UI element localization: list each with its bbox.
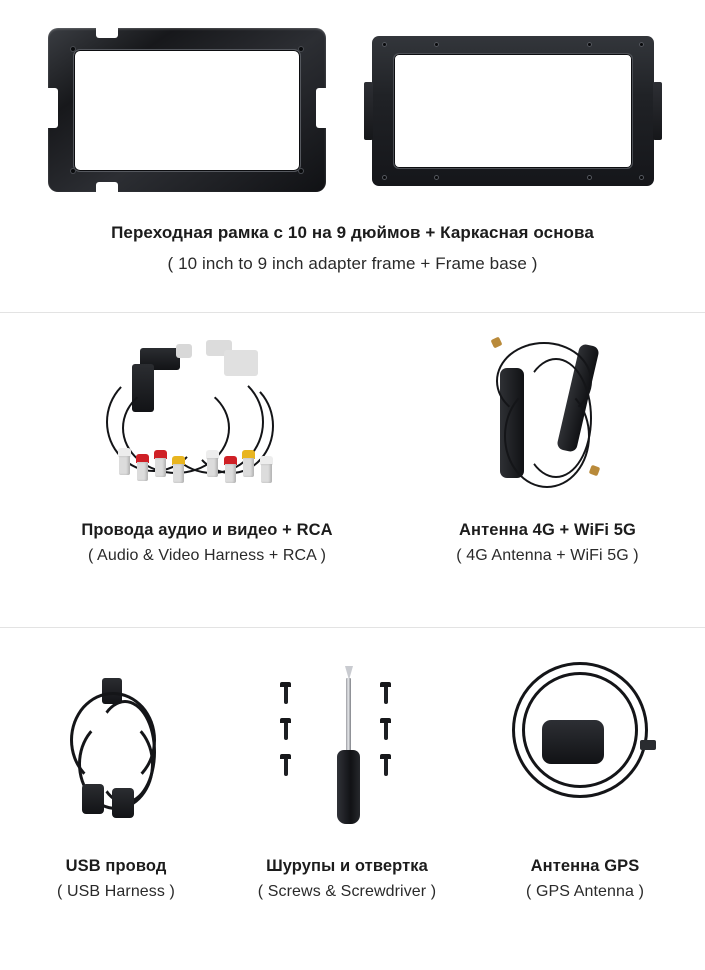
usb-connector-female xyxy=(82,784,104,814)
antenna-connector xyxy=(491,337,503,349)
gps-antenna-label-ru: Антенна GPS xyxy=(530,857,640,875)
frame-base-hole xyxy=(639,42,644,47)
frame-base-hole xyxy=(382,175,387,180)
screwdriver-handle xyxy=(337,750,360,824)
rca-plug-red xyxy=(154,450,167,477)
screwdriver-shaft xyxy=(346,678,351,752)
rca-body xyxy=(225,464,236,483)
frame-icon xyxy=(48,28,326,192)
caption-gps-antenna xyxy=(472,856,698,902)
screwdriver-icon xyxy=(222,644,472,849)
rca-body xyxy=(261,464,272,483)
frame-notch-right xyxy=(316,88,326,128)
adapter-frame-label-en: ( 10 inch to 9 inch adapter frame + Frame base ) xyxy=(167,254,538,274)
frame-screw-hole xyxy=(298,46,304,52)
usb-connector-male xyxy=(112,788,134,818)
frame-notch-left xyxy=(48,88,58,128)
wire-harness-icon xyxy=(10,324,404,514)
item-gps-antenna xyxy=(472,644,698,900)
antenna-connector xyxy=(589,465,601,477)
rca-body xyxy=(119,456,130,475)
harness-connector-white xyxy=(176,344,192,358)
frame-base-tab-right xyxy=(653,82,662,140)
screw-shaft xyxy=(384,759,388,776)
frame-base-hole xyxy=(434,42,439,47)
adapter-frame-label-ru: Переходная рамка с 10 на 9 дюймов + Каркасная основа xyxy=(111,223,594,242)
screw-shaft xyxy=(384,723,388,740)
frame-screw-hole xyxy=(70,168,76,174)
usb-harness-label-ru: USB провод xyxy=(65,857,167,875)
rca-plug-red xyxy=(224,456,237,483)
frame-base-tab-left xyxy=(364,82,373,140)
item-antenna-4g xyxy=(400,324,695,564)
rca-body xyxy=(243,458,254,477)
section-harness-antenna xyxy=(0,318,705,618)
antenna-4g-label-ru: Антенна 4G + WiFi 5G xyxy=(459,521,636,539)
frame-base-hole xyxy=(434,175,439,180)
caption-av-harness xyxy=(10,520,404,566)
rca-body xyxy=(155,458,166,477)
divider-two xyxy=(0,627,705,628)
caption-adapter-frame xyxy=(0,222,705,275)
divider-one xyxy=(0,312,705,313)
caption-usb-harness xyxy=(8,856,224,902)
gps-antenna-label-en: ( GPS Antenna ) xyxy=(525,882,644,900)
frame-notch-bottom xyxy=(96,182,118,192)
rca-body xyxy=(207,458,218,477)
frame-base-hole xyxy=(639,175,644,180)
av-harness-label-en: ( Audio & Video Harness + RCA ) xyxy=(87,546,327,564)
frame-base-hole xyxy=(587,42,592,47)
frame-base-hole xyxy=(587,175,592,180)
antenna-cable xyxy=(520,358,592,478)
rca-plug-red xyxy=(136,454,149,481)
rca-plug-white xyxy=(118,448,131,475)
caption-antenna-4g xyxy=(400,520,695,566)
gps-antenna-icon xyxy=(472,644,698,849)
rca-plug-white xyxy=(260,456,273,483)
section-usb-screws-gps xyxy=(0,636,705,956)
rca-plug-white xyxy=(206,450,219,477)
usb-cable-icon xyxy=(8,644,224,849)
rca-body xyxy=(173,464,184,483)
frame-screw-hole xyxy=(70,46,76,52)
gps-connector xyxy=(640,740,656,750)
antenna-icon xyxy=(400,324,695,514)
frame-base-hole xyxy=(382,42,387,47)
frame-screw-hole xyxy=(298,168,304,174)
usb-harness-label-en: ( USB Harness ) xyxy=(57,882,175,900)
item-screws-screwdriver xyxy=(222,644,472,900)
rca-plug-yellow xyxy=(242,450,255,477)
caption-screws-screwdriver xyxy=(222,856,472,902)
av-harness-label-ru: Провода аудио и видео + RCA xyxy=(81,521,333,539)
section-adapter-frame xyxy=(0,0,705,300)
rca-body xyxy=(137,462,148,481)
rca-plug-yellow xyxy=(172,456,185,483)
frame-notch-top xyxy=(96,28,118,38)
frame-images-group xyxy=(0,0,705,205)
item-usb-harness xyxy=(8,644,224,900)
screw-shaft xyxy=(284,759,288,776)
screws-label-en: ( Screws & Screwdriver ) xyxy=(257,882,437,900)
gps-receiver-puck xyxy=(542,720,604,764)
screw-shaft xyxy=(284,723,288,740)
screw-shaft xyxy=(384,687,388,704)
antenna-4g-label-en: ( 4G Antenna + WiFi 5G ) xyxy=(456,546,639,564)
frame-base-icon xyxy=(372,36,654,186)
screws-label-ru: Шурупы и отвертка xyxy=(266,857,428,875)
screw-shaft xyxy=(284,687,288,704)
item-av-harness xyxy=(10,324,404,564)
